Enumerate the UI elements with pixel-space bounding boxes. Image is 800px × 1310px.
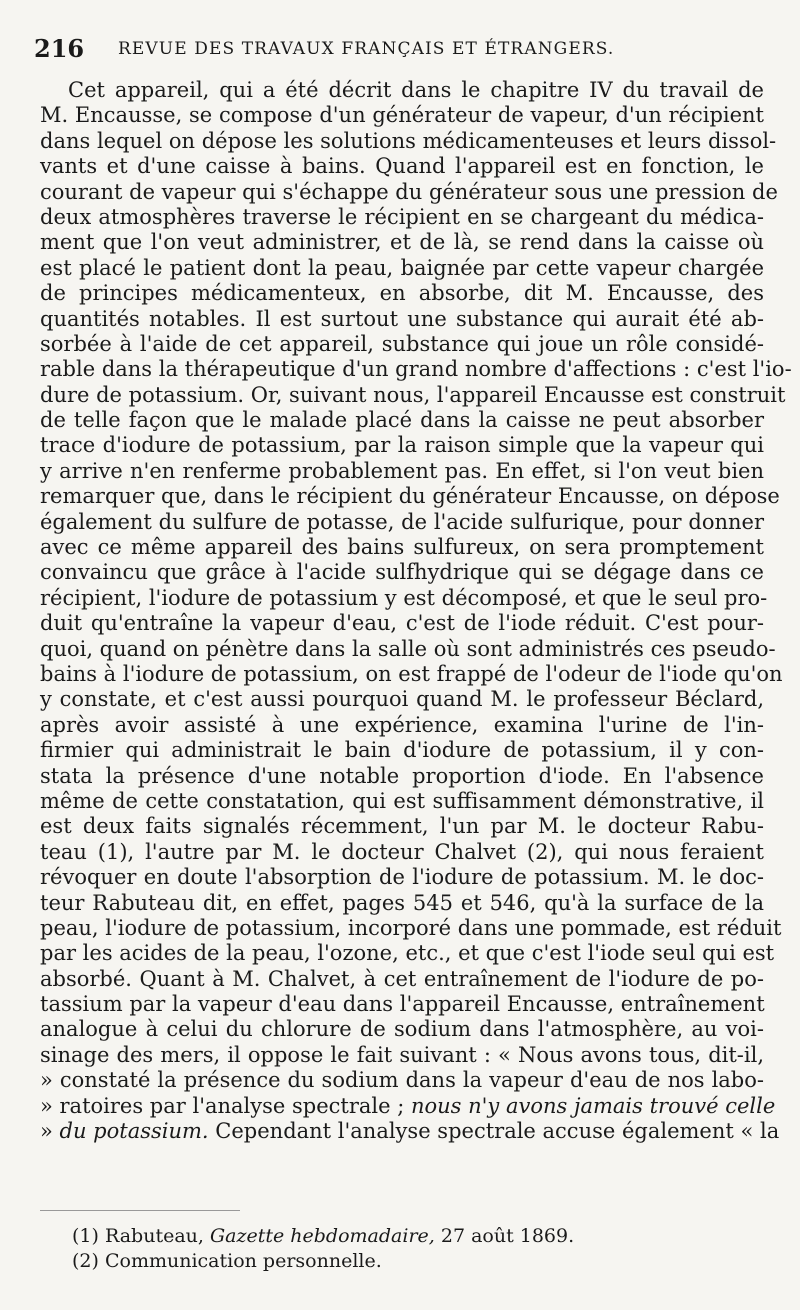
text-line: convaincu que grâce à l'acide sulfhydrique qui se dégage dans ce	[40, 560, 764, 585]
text-line: courant de vapeur qui s'échappe du générateur sous une pression de	[40, 179, 778, 204]
text-line: même de cette constatation, qui est suffisamment démonstrative, il	[40, 788, 764, 813]
text-line: M. Encausse, se compose d'un générateur de vapeur, d'un récipient	[40, 103, 764, 128]
text-line: est deux faits signalés récemment, l'un par M. le docteur Rabu-	[40, 814, 764, 839]
text-line: après avoir assisté à une expérience, examina l'urine de l'in-	[40, 712, 764, 737]
text-line: deux atmosphères traverse le récipient en se chargeant du médica-	[40, 204, 764, 229]
running-title: REVUE DES TRAVAUX FRANÇAIS ET ÉTRANGERS.	[118, 39, 615, 59]
text-line: stata la présence d'une notable proportion d'iode. En l'absence	[40, 763, 764, 788]
text-line: peau, l'iodure de potassium, incorporé dans une pommade, est réduit	[40, 915, 782, 940]
footnote-mark: (1)	[72, 1225, 99, 1247]
footnote-date: 27 août 1869.	[440, 1225, 575, 1247]
footnote-author: Rabuteau,	[104, 1225, 204, 1247]
page-header	[34, 34, 766, 68]
text-line: teau (1), l'autre par M. le docteur Chalvet (2), qui nous feraient	[40, 839, 764, 864]
text-line: y constate, et c'est aussi pourquoi quand M. le professeur Béclard,	[40, 687, 764, 712]
footnote-journal: Gazette hebdomadaire,	[209, 1225, 435, 1247]
text-line: tassium par la vapeur d'eau dans l'appareil Encausse, entraînement	[40, 992, 765, 1017]
footnote-text: Communication personnelle.	[104, 1250, 382, 1272]
footnote-2	[72, 1249, 382, 1273]
text-line: sinage des mers, il oppose le fait suivant : « Nous avons tous, dit-il,	[40, 1042, 764, 1067]
text-line: remarquer que, dans le récipient du générateur Encausse, on dépose	[40, 484, 780, 509]
page-number: 216	[34, 34, 85, 63]
text-line: est placé le patient dont la peau, baignée par cette vapeur chargée	[40, 255, 764, 280]
text-line: dure de potassium. Or, suivant nous, l'appareil Encausse est construit	[40, 382, 786, 407]
text-line: récipient, l'iodure de potassium y est décomposé, et que le seul pro-	[40, 585, 768, 610]
text-line: quantités notables. Il est surtout une substance qui aurait été ab-	[40, 306, 764, 331]
text-line	[40, 1093, 776, 1119]
text-line: quoi, quand on pénètre dans la salle où sont administrés ces pseudo-	[40, 636, 776, 661]
text-line: rable dans la thérapeutique d'un grand nombre d'affections : c'est l'io-	[40, 357, 792, 382]
text-line: teur Rabuteau dit, en effet, pages 545 et 546, qu'à la surface de la	[40, 890, 764, 915]
text-line: bains à l'iodure de potassium, on est frappé de l'odeur de l'iode qu'on	[40, 661, 783, 686]
text-line: de telle façon que le malade placé dans la caisse ne peut absorber	[40, 408, 764, 433]
text-line: également du sulfure de potasse, de l'acide sulfurique, pour donner	[40, 509, 764, 534]
text-line: » du potassium. Cependant l'analyse spectrale accuse également « la	[40, 1119, 780, 1144]
text-line: duit qu'entraîne la vapeur d'eau, c'est de l'iode réduit. C'est pour-	[40, 611, 764, 636]
text-line: révoquer en doute l'absorption de l'iodure de potassium. M. le doc-	[40, 865, 764, 890]
text-line: par les acides de la peau, l'ozone, etc., et que c'est l'iode seul qui est	[40, 941, 775, 966]
text-segment: Cependant l'analyse spectrale accuse également « la	[215, 1119, 780, 1144]
text-line: y arrive n'en renferme probablement pas. En effet, si l'on veut bien	[40, 458, 764, 483]
text-line: analogue à celui du chlorure de sodium dans l'atmosphère, au voi-	[40, 1017, 764, 1042]
footnote-rule	[40, 1210, 240, 1211]
text-line: » constaté la présence du sodium dans la vapeur d'eau de nos labo-	[40, 1068, 764, 1093]
text-line: absorbé. Quant à M. Chalvet, à cet entraînement de l'iodure de po-	[40, 966, 764, 991]
text-segment: » ratoires par l'analyse spectrale ;	[40, 1093, 405, 1118]
text-line: de principes médicamenteux, en absorbe, dit M. Encausse, des	[40, 281, 764, 306]
text-line: vants et d'une caisse à bains. Quand l'appareil est en fonction, le	[40, 154, 764, 179]
text-line: dans lequel on dépose les solutions médicamenteuses et leurs dissol-	[40, 128, 777, 153]
footnote-1	[72, 1224, 574, 1248]
body-text	[40, 78, 792, 1144]
text-line: sorbée à l'aide de cet appareil, substance qui joue un rôle considé-	[40, 331, 764, 356]
italic-text: du potassium.	[59, 1119, 209, 1144]
text-line: avec ce même appareil des bains sulfureux, on sera promptement	[40, 535, 764, 560]
text-line: trace d'iodure de potassium, par la raison simple que la vapeur qui	[40, 433, 764, 458]
footnote-mark: (2)	[72, 1250, 99, 1272]
text-line: Cet appareil, qui a été décrit dans le chapitre IV du travail de	[68, 78, 764, 102]
text-line: ment que l'on veut administrer, et de là, se rend dans la caisse où	[40, 230, 764, 255]
italic-text: nous n'y avons jamais trouvé celle	[410, 1093, 776, 1118]
text-line: firmier qui administrait le bain d'iodure de potassium, il y con-	[40, 738, 764, 763]
